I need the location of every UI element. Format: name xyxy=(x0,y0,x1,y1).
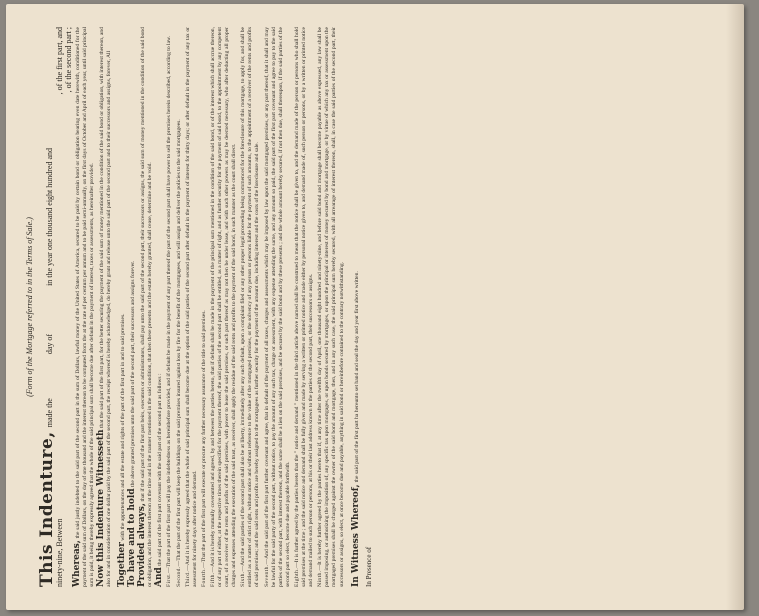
whereas-label: Whereas, xyxy=(71,540,82,587)
witnesseth-text: that the said part of the first part, for the better securing the payment of the said sum of money mentioned in the condition of the said bond or obligation, with interest thereon, and also for and in consideration of one dollar paid by the said part of the second part, the receipt whereof is hereby acknowledged, do hereby grant and release unto the said part of the second part and to their successors and assigns, forever, All xyxy=(98,26,112,587)
clause-label: Eighth. xyxy=(293,567,300,587)
whereas-paragraph xyxy=(71,27,96,587)
clause-text: —It is further agreed by the parties hereto that the " notice and demand " mentioned in the third article above named shall be construed to mean that the notice shall be given to, and the demand made of the person or persons who shall hold said premises at the time ; and the said notice and demand shall be fully given and made by serving a written or printed notice and made either by personal notice given to, and demand made of, such person or persons, or by a written or printed notice and demand mailed to such person or persons, at his or their last address known to the parties of the second part, their successors or assigns. xyxy=(293,27,315,587)
to-have-paragraph xyxy=(129,27,137,587)
indenture-heading xyxy=(37,27,57,587)
clause-label: First. xyxy=(166,572,173,587)
witness-label: In Witness Whereof, xyxy=(350,484,361,587)
clause-list xyxy=(166,27,345,587)
document-page xyxy=(6,4,744,610)
clause-label: Second. xyxy=(175,566,182,587)
clause-label: Fifth. xyxy=(209,572,216,587)
to-have-text: the above granted premises unto the said part of the second part, their successors and assigns forever. xyxy=(130,260,137,487)
clause-label: Third. xyxy=(184,570,191,587)
form-caption: (Form of the Mortgage referred to in the Terms of Sale.) xyxy=(25,217,34,397)
rotated-text-block xyxy=(25,27,725,587)
clause-paragraph xyxy=(166,27,173,587)
clause-text: —And the said part of the first part further covenant and agree, that in default of the payment of all taxes, charges and assessments which may be imposed by law upon the said mortgaged premises, or any part thereof, that it shall and may be lawful for the said party of the second part, without notice, to pay the amount of any such tax, charge or assessment, with any expense attending the same, and any amount so paid, the said part of the first part covenant and agree to pay to the said parties of the second part, with interest thereon, and the same shall be a lien on the said premises, and be secured by the said bond and by these presents ; and the whole amount hereby secured, if not then due, shall thereupon, if the said parties of the second part so elect, become due and payable forthwith. xyxy=(263,27,291,587)
clause-paragraph xyxy=(210,27,238,587)
day-of-label: day of xyxy=(45,333,54,355)
provided-label: Provided always, xyxy=(137,503,148,587)
witness-paragraph xyxy=(351,27,361,587)
clause-text: —And the said parties of the second part shall also be at liberty, immediately after any such default, upon a complaint filed or any other proper legal proceeding being commenced for the foreclosure of this mortgage, to apply for, and shall be entitled as a matter of strict right, without notice and without reference to the value of the mortgaged premises, or the solvency of any person or persons liable for the payment of such amounts, to the appointment of a receiver of the rents and profits of said premises; and the said rents and profits are hereby assigned to the mortgagees as further security for the payment of the amount due, including interest and the costs of the foreclosure and sale. xyxy=(240,27,261,587)
clause-label: Seventh. xyxy=(263,564,270,587)
year-text: in the year one thousand eight hundred and xyxy=(45,147,54,286)
indenture-title: This Indenture, xyxy=(37,431,57,587)
covenants-intro-label: And xyxy=(154,567,165,587)
provided-text: that if the said part of the first part heirs, executors or administrators, shall pay unto the said part of the second part, their successors or assigns, the said sum of money mentioned in the condition of the said bond or obligation, and the interest thereon at the time and in the manner mentioned in the said condition, that then these presents and the estate hereby granted, shall cease, determine and be void. xyxy=(140,27,154,587)
clause-paragraph xyxy=(240,27,261,587)
clause-paragraph xyxy=(294,27,315,587)
clause-text: —And it is hereby mutually covenanted and agreed, by and between the parties hereto, that if default shall be made in the payment of the principal sum mentioned in the condition of the said bond, or of the interest which shall accrue thereon, or of any part of either, at the respective times therein specified for the payment thereof, the said parties of the second part shall be entitled, as a matter of right, and as further security for the payment of said bond, to the appointment by any competent court, of a receiver of the rents and profits of the said premises, with power to lease the said premises, or such part thereof as may not then be under lease, and with such other powers as may be deemed necessary, who after deducting all proper charges and expenses attending the execution of the said trust, as receiver, shall apply the residue of the said rents and profits to the payment of the said bond, in such manner as the court shall direct. xyxy=(209,27,238,587)
clause-label: Fourth. xyxy=(200,567,207,587)
clause-paragraph xyxy=(264,27,292,587)
year-prefix: ninety-nine, Between xyxy=(54,518,64,587)
clause-text: —That the part of the first part will execute or procure any further necessary assurance of the title to said premises. xyxy=(200,310,207,568)
covenants-intro-paragraph xyxy=(156,27,164,587)
second-part-line xyxy=(64,27,74,587)
together-label: Together xyxy=(116,542,127,587)
to-have-label: To have and to hold xyxy=(127,488,138,587)
clause-paragraph xyxy=(185,27,199,587)
clause-text: —That the part of the first part will pay the indebtedness as hereinbefore provided, and if default be made in the payment of any part thereof the part of the second part shall have power to sell the premises herein described, according to law. xyxy=(166,35,173,573)
clause-paragraph xyxy=(317,27,345,587)
clause-label: Ninth. xyxy=(317,570,324,587)
in-presence-of: In Presence of xyxy=(364,546,373,587)
first-part-label: , of the first part, and xyxy=(54,27,64,95)
provided-paragraph xyxy=(139,27,154,587)
clause-text: —It is hereby further agreed by the parties hereto that if, at any time after the twelfth day of April, one thousand eight hundred and ninety-nine, and before said bond and mortgage shall become payable as above expressed, any law shall be passed imposing, or authorizing the imposition of, any specific tax upon mortgages, or upon bonds secured by mortgages, or upon the principal or interest of money secured by bond and mortgage, or by virtue of which any tax or assessment upon the mortgaged premises shall be charged against the owner of the said bond and mortgage, then, and in any such case, the said principal sum hereby secured, with all arrearage of interest thereon, shall, in case the said parties of the second part, their successors or assigns, so elect, at once become due and payable, anything in said bond or hereinbefore contained to the contrary notwithstanding. xyxy=(317,27,345,587)
clause-text: —And it is hereby expressly agreed that the whole of said principal sum shall become due at the option of the said parties of the second part after default in the payment of interest for thirty days; or after default in the payment of any tax or assessment for ninety days after notice and demand. xyxy=(184,27,198,587)
together-text: with the appurtenances and all the estate and rights of the part of the first part in and to said premises. xyxy=(119,313,126,541)
clause-paragraph xyxy=(201,27,208,587)
clause-label: Sixth. xyxy=(240,571,247,587)
witness-text: the said part of the first part ha hereunto set hand and seal the day and year first above written. xyxy=(353,271,360,483)
together-paragraph xyxy=(116,27,127,587)
clause-text: —That the part of the first part will keep the buildings on the said premises insured against loss by fire for the benefit of the mortgagees, and will assign and deliver the policies to the said mortgagees. xyxy=(175,119,182,567)
witnesseth-label: Now this Indenture Witnesseth xyxy=(95,429,106,587)
covenants-intro-text: the said part of the first part covenant with the said part of the second part as follows : xyxy=(157,373,164,566)
witnesseth-paragraph xyxy=(95,26,113,587)
whereas-text: the said justly indebted to the said part of the second part in the sum of Dollars, lawful money of the United States of America, secured to be paid by certain bond or obligation bearing even date herewith, conditioned for the payment of the said sum of Dollars, on the day of one thousand and the interest thereon to be computed from the at the rate of per centum per annum and to be paid semi-annually, on the first days of October and April of each year, until said principal sum is paid, it being thereby expressly agreed that the whole of the said principal sum shall become due after default in the payment of interest, taxes or assessments, as hereinafter provided. xyxy=(74,27,95,587)
made-the-label: made the xyxy=(45,398,54,428)
second-part-label: , of the second part ; xyxy=(64,27,73,93)
clause-paragraph xyxy=(176,27,183,587)
